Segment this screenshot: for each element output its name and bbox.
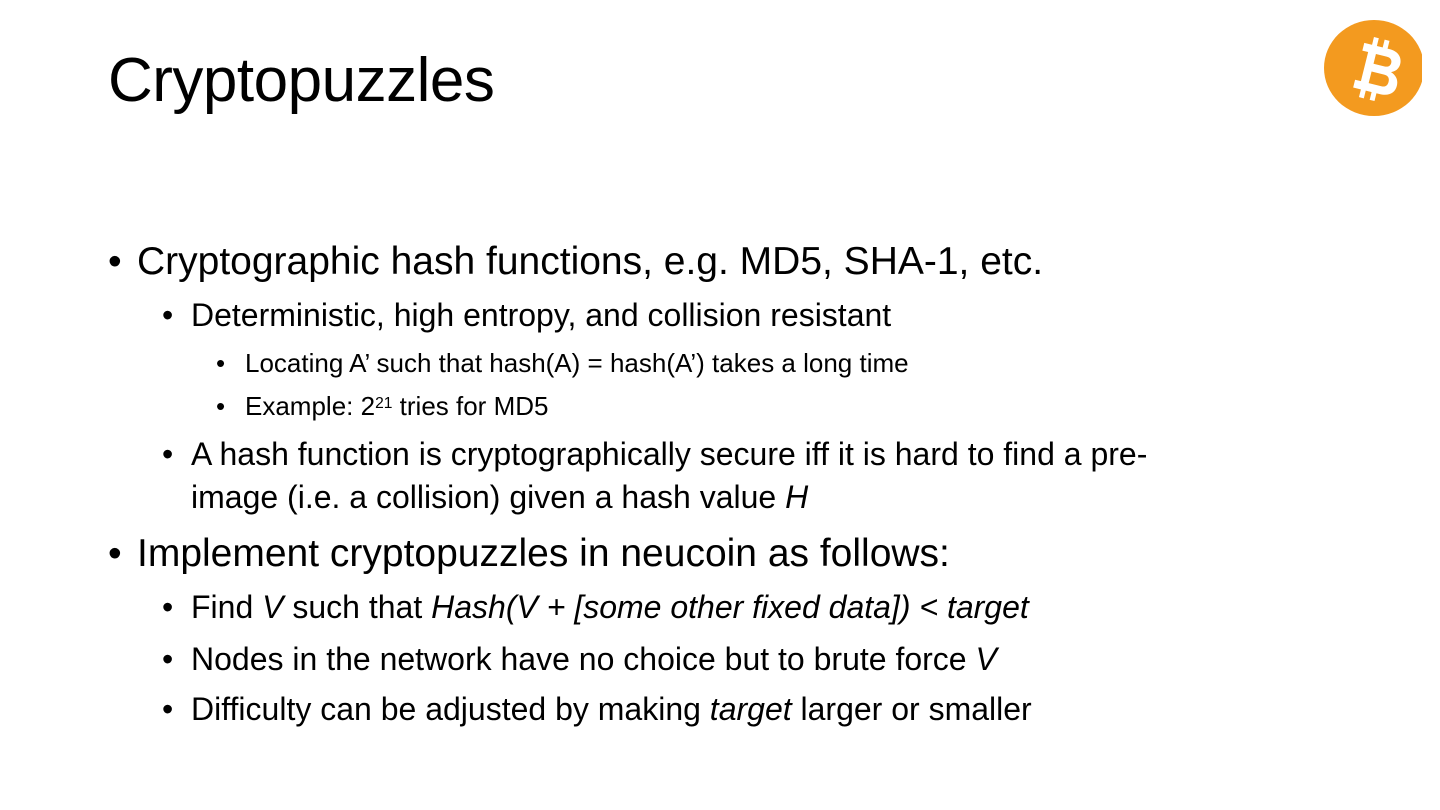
bullet-text: Deterministic, high entropy, and collision resistant [191,297,892,333]
exponent: 21 [375,395,393,412]
bullet-difficulty [162,688,1032,731]
bullet-text: Nodes in the network have no choice but to brute force V [191,641,997,677]
variable-h: H [785,479,809,515]
bullet-locating [216,348,909,378]
bullet-secure [162,433,1147,519]
bullet-text: A hash function is cryptographically secure iff it is hard to find a pre- image (i.e. a collision) given a hash value H [191,436,1148,515]
bullet-hash-functions [108,240,1043,284]
bullet-dot: • [108,532,122,575]
bullet-text: Cryptographic hash functions, e.g. MD5, SHA-1, etc. [137,240,1044,283]
bullet-dot: • [108,240,122,283]
bullet-text: Example: $2^{21}$ tries for MD5 [245,391,549,421]
bullet-dot: • [216,391,226,421]
bullet-dot: • [162,641,174,677]
bullet-text: Difficulty can be adjusted by making target larger or smaller [191,691,1032,727]
bullet-text: Implement cryptopuzzles in neucoin as follows: [137,532,950,575]
bitcoin-logo-icon [1324,20,1422,116]
bullet-brute-force [162,638,997,681]
bullet-text: Locating A’ such that hash(A) = hash(A’) takes a long time [245,348,909,378]
bullet-dot: • [162,589,174,625]
bullet-deterministic [162,294,891,337]
bullet-dot: • [162,691,174,727]
bullet-dot: • [162,436,174,472]
bullet-implement [108,532,950,576]
bullet-text: Find V such that Hash(V + [some other fixed data]) < target [191,589,1029,625]
bullet-example [216,391,548,421]
slide-title: Cryptopuzzles [108,46,495,115]
bullet-find-v [162,586,1029,629]
bullet-dot: • [162,297,174,333]
bullet-dot: • [216,348,226,378]
